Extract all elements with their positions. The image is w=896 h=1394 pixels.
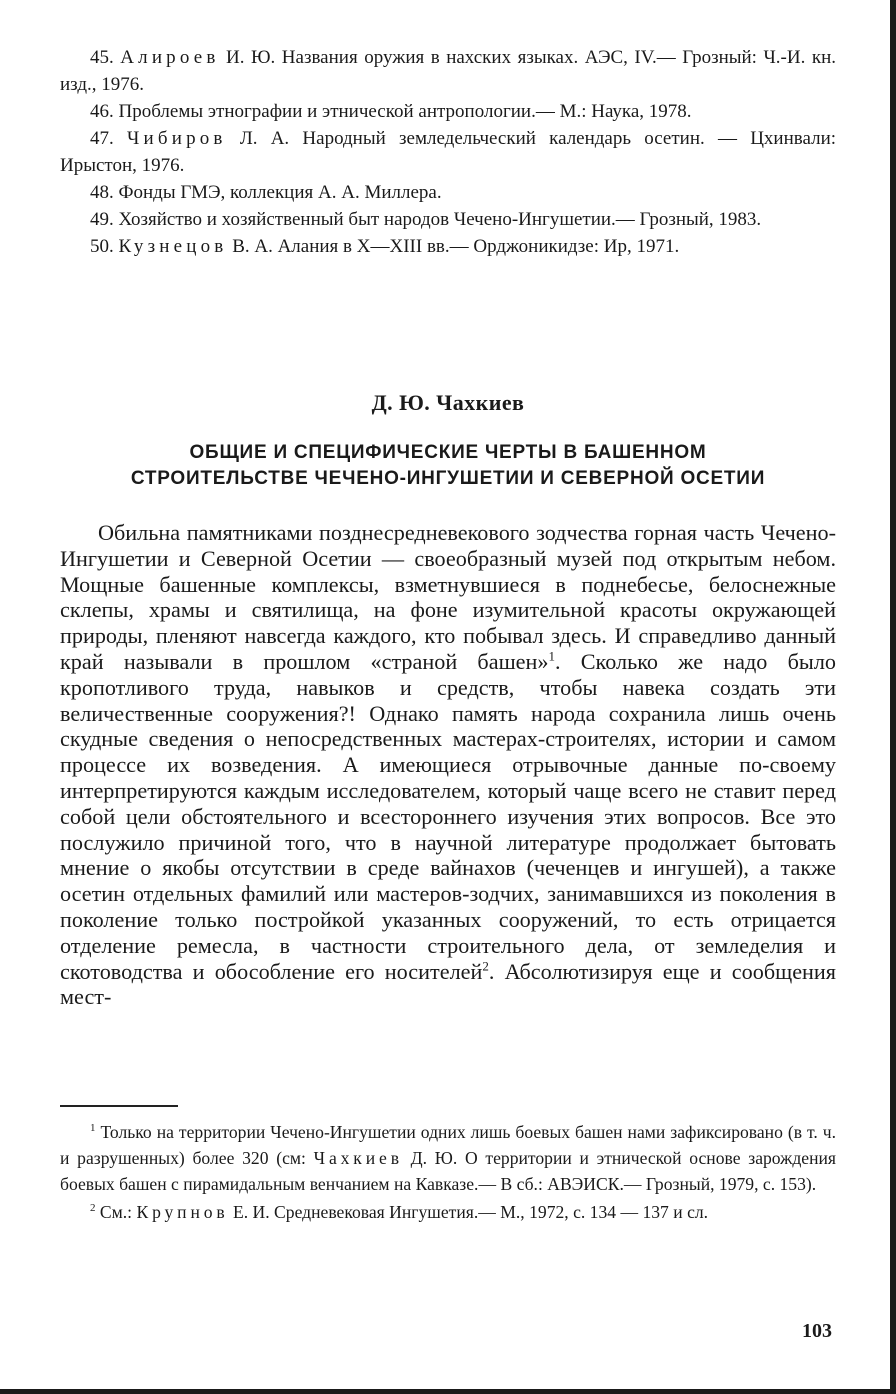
reference-item: 45. Алироев И. Ю. Названия оружия в нахских языках. АЭС, IV.— Грозный: Ч.-И. кн. изд., 1976. — [60, 47, 837, 95]
page-number: 103 — [802, 1320, 832, 1342]
article-title-line: СТРОИТЕЛЬСТВЕ ЧЕЧЕНО-ИНГУШЕТИИ И СЕВЕРНОЙ ОСЕТИИ — [130, 468, 766, 489]
body-paragraph: Обильна памятниками позднесредневекового зодчества горная часть Чечено-Ингушетии и Северной Осетии — своеобразный музей под открытым небом. Мощные башенные комплексы, взметнувшиеся в поднебесье, белоснежные склепы, храмы и святилища, на фоне изумительной красоты окружающей природы, пленяют навсегда каждого, кто побывал здесь. И справедливо данный край называли в прошлом «страной башен»$^1$. Сколько же надо было кропотливого труда, навыков и средств, чтобы навека создать эти величественные сооружения?! Однако память народа сохранила лишь очень скудные сведения о непосредственных мастерах-строителях, истории и самом процессе их возведения. А имеющиеся отрывочные данные по-своему интерпретируются каждым исследователем, который чаще всего не ставит перед собой цели обстоятельного и всестороннего изучения этих вопросов. Все это послужило причиной того, что в научной литературе продолжает бытовать мнение о якобы отсутствии в среде вайнахов (чеченцев и ингушей), а также осетин отдельных фамилий или мастеров-зодчих, занимавшихся из поколения в поколение только постройкой указанных сооружений, то есть отрицается отделение ремесла, в частности строительного дела, от земледелия и скотоводства и обособление его носителей$^2$. Абсолютизируя еще и сообщения мест- — [60, 520, 836, 1010]
reference-list — [60, 44, 836, 260]
reference-author: Алироев — [120, 47, 220, 68]
article-title-line: ОБЩИЕ И СПЕЦИФИЧЕСКИЕ ЧЕРТЫ В БАШЕННОМ — [189, 442, 707, 463]
footnote: $^2$ См.: Крупнов Е. И. Средневековая Ингушетия.— М., 1972, с. 134 — 137 и сл. — [90, 1202, 709, 1222]
reference-item: 50. Кузнецов В. А. Алания в X—XIII вв.— Орджоникидзе: Ир, 1971. — [90, 236, 680, 257]
footnotes — [60, 1119, 836, 1227]
footnote-ref: 2 — [482, 958, 489, 974]
reference-item: 49. Хозяйство и хозяйственный быт народов Чечено-Ингушетии.— Грозный, 1983. — [90, 209, 762, 230]
reference-author: Кузнецов — [118, 236, 228, 257]
article-body — [60, 520, 836, 1010]
page-edge-right — [890, 0, 896, 1394]
page-edge-bottom — [0, 1389, 896, 1394]
reference-item: 47. Чибиров Л. А. Народный земледельческий календарь осетин. — Цхинвали: Ирыстон, 1976. — [60, 128, 837, 176]
footnote-divider — [60, 1105, 178, 1107]
reference-item: 48. Фонды ГМЭ, коллекция А. А. Миллера. — [90, 182, 442, 203]
footnote-author: Чахкиев — [313, 1148, 403, 1168]
footnote: $^1$ Только на территории Чечено-Ингушетии одних лишь боевых башен нами зафиксировано (в т. ч. и разрушенных) более 320 (см: Чахкиев Д. Ю. О территории и этнической основе зарождения боевых башен с пирамидальным венчанием на Кавказе.— В сб.: АВЭИСК.— Грозный, 1979, с. 153). — [60, 1122, 836, 1194]
footnote-author: Крупнов — [136, 1202, 229, 1222]
reference-author: Чибиров — [127, 128, 227, 149]
article-title — [60, 440, 836, 492]
article-author: Д. Ю. Чахкиев — [371, 390, 525, 415]
reference-item: 46. Проблемы этнографии и этнической антропологии.— М.: Наука, 1978. — [90, 101, 692, 122]
footnote-ref: 1 — [548, 648, 555, 664]
